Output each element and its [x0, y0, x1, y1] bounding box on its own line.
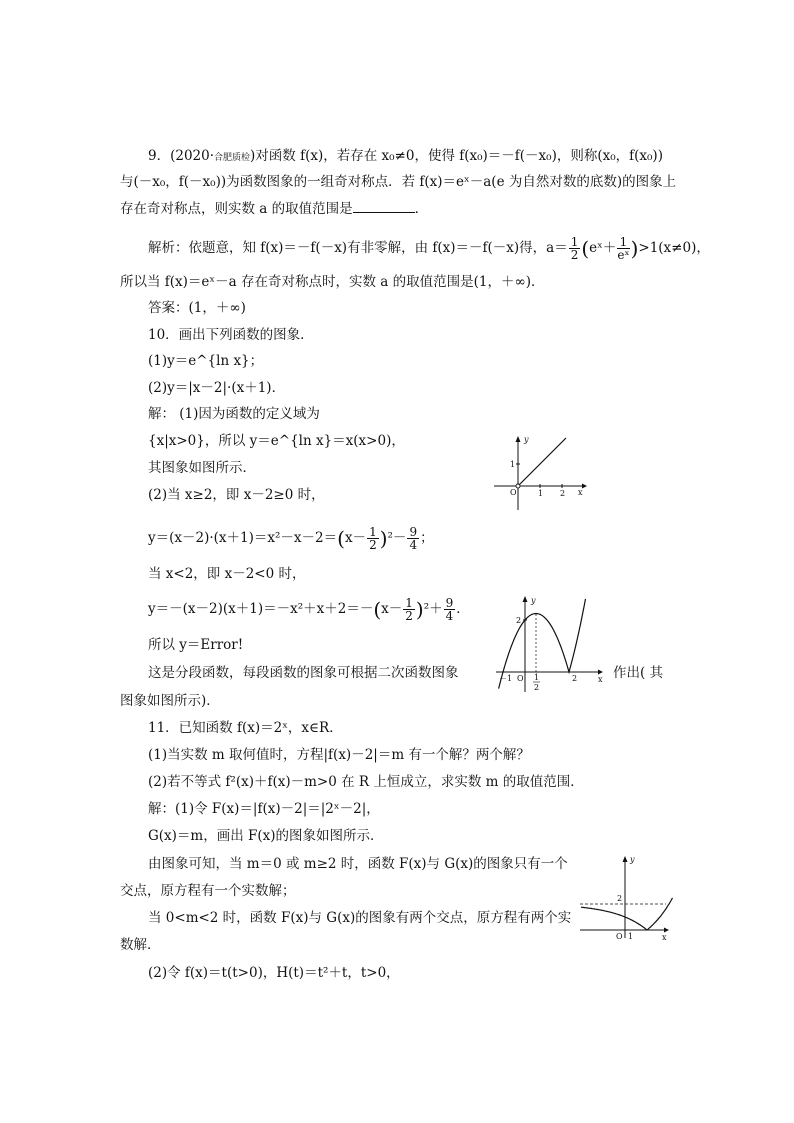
tick-x-half-num: 1 [534, 673, 540, 682]
q10-sol2: {x|x>0}，所以 y＝e^{ln x}＝x(x>0)， [148, 433, 405, 449]
tick-x-half-den: 2 [534, 683, 540, 692]
q9-line1: 9．(2020·合肥质检)对函数 f(x)，若存在 x₀≠0，使得 f(x₀)＝－f(－x₀)，则称(x₀，f(x₀)) [148, 148, 663, 164]
q9-answer: 答案：(1，＋∞) [148, 300, 246, 316]
q11-sol3: 由图象可知，当 m＝0 或 m≥2 时，函数 F(x)与 G(x)的图象只有一个 [148, 856, 568, 872]
q10-part1: (1)y＝e^{ln x}； [148, 353, 264, 369]
q10-sol1: 解： (1)因为函数的定义域为 [148, 406, 320, 422]
q11-sol6: 数解． [120, 937, 161, 953]
origin-label: O [616, 932, 623, 940]
x-label: x [598, 675, 603, 684]
tick-x-1: 1 [628, 932, 634, 940]
q9-line2: 与(－x₀，f(－x₀))为函数图象的一组奇对称点．若 f(x)＝eˣ－a(e 为自然对数的底数)的图象上 [120, 174, 677, 190]
q11-sol1: 解：(1)令 F(x)＝|f(x)－2|＝|2ˣ－2|， [148, 801, 380, 817]
q10-sol3: 其图象如图所示． [148, 460, 256, 476]
y-axis-arrow [523, 596, 528, 602]
x-label: x [578, 488, 583, 497]
x-axis-arrow [582, 484, 587, 489]
q10-title: 10．画出下列函数的图象． [148, 327, 314, 343]
y-label: y [524, 435, 529, 444]
x-axis-arrow [598, 670, 603, 675]
graph-piecewise [494, 594, 610, 694]
origin-label: O [517, 674, 524, 683]
y-label: y [630, 855, 635, 864]
curve-line [518, 438, 566, 486]
open-point [516, 484, 520, 488]
q11-sol5: 当 0<m<2 时，函数 F(x)与 G(x)的图象有两个交点，原方程有两个实 [148, 910, 572, 926]
y-axis-arrow [623, 856, 628, 862]
q11-part1: (1)当实数 m 取何值时，方程|f(x)－2|＝m 有一个解？两个解？ [148, 747, 530, 763]
tick-x-2: 2 [572, 674, 578, 683]
origin-label: O [510, 488, 517, 497]
tick-x-1: 1 [538, 489, 544, 498]
q10-sol6: 当 x<2，即 x－2<0 时， [148, 566, 306, 582]
tick-y-1: 1 [510, 460, 516, 469]
q9-line3: 存在奇对称点，则实数 a 的取值范围是 ． [120, 201, 429, 217]
q10-sol9b: 作出( 其 [613, 665, 664, 681]
q10-sol5: y＝(x－2)·(x＋1)＝x²－x－2＝(x－ $\frac{1}{2}$ )²－ $\frac{9}{4}$ ； [148, 525, 434, 552]
q11-sol4: 交点，原方程有一个实数解； [120, 883, 296, 899]
q11-sol2: G(x)＝m，画出 F(x)的图象如图所示． [148, 828, 384, 844]
q10-sol9: 这是分段函数，每段函数的图象可根据二次函数图象 [148, 665, 459, 681]
y-label: y [531, 596, 536, 605]
tick-y-2: 2 [516, 616, 522, 625]
q11-part2: (2)若不等式 f²(x)＋f(x)－m>0 在 R 上恒成立，求实数 m 的取值范围． [148, 774, 584, 790]
q10-part2: (2)y＝|x－2|·(x＋1)． [148, 380, 286, 396]
tick-x-neg1: －1 [499, 674, 513, 683]
answer-blank [353, 200, 415, 213]
q10-sol10: 图象如图所示)． [120, 693, 220, 709]
q9-solution-line1: 解析：依题意，知 f(x)＝－f(－x)有非零解，由 f(x)＝－f(－x)得，a＝ $\frac{1}{2}$ (eˣ＋ $\frac{1}{\text{eˣ}}$ )>1(x≠0)， [148, 235, 710, 262]
graph-abs-exp [578, 848, 674, 940]
graph-y-equals-x [490, 432, 590, 512]
q11-sol7: (2)令 f(x)＝t(t>0)，H(t)＝t²＋t，t>0， [148, 965, 400, 981]
q9-solution-line2: 所以当 f(x)＝eˣ－a 存在奇对称点时，实数 a 的取值范围是(1，＋∞)． [120, 274, 545, 290]
y-axis-arrow [516, 436, 521, 442]
curve-line [581, 898, 673, 930]
q10-sol4: (2)当 x≥2，即 x－2≥0 时， [148, 487, 325, 503]
q11-title: 11．已知函数 f(x)＝2ˣ，x∈R． [148, 720, 343, 736]
x-label: x [662, 933, 667, 940]
x-axis-arrow [664, 928, 669, 933]
tick-x-2: 2 [560, 489, 566, 498]
tick-y-2: 2 [617, 894, 623, 903]
q10-sol8: 所以 y＝Error! [148, 637, 244, 653]
q10-sol7: y＝－(x－2)(x＋1)＝－x²＋x＋2＝－(x－ $\frac{1}{2}$ )²＋ $\frac{9}{4}$ ． [148, 596, 470, 623]
